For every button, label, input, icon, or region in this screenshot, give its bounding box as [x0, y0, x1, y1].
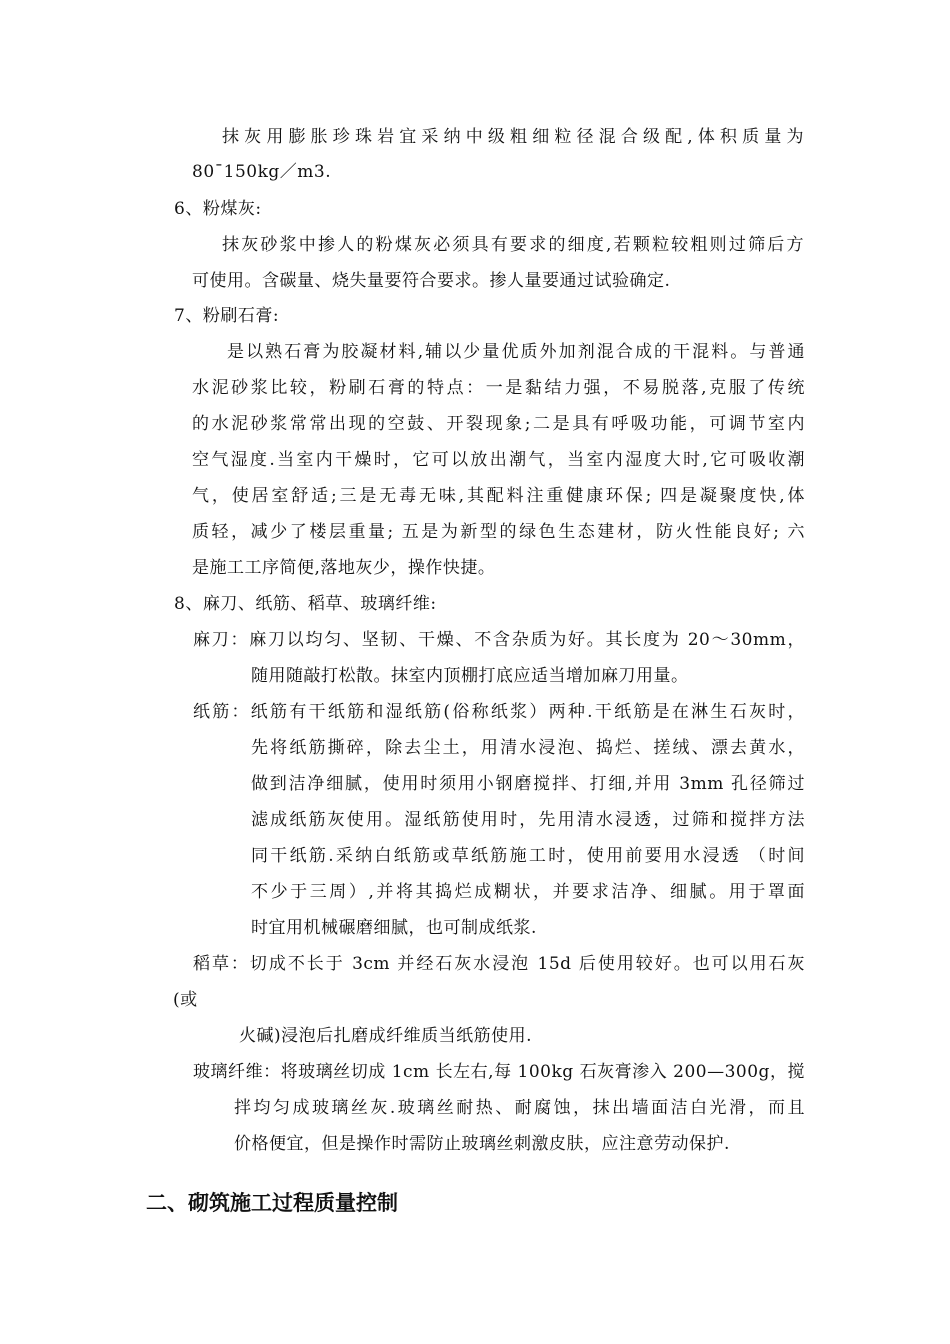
paragraph-line: 80¯150kg／m3.: [192, 162, 332, 182]
paragraph-line: 麻刀：麻刀以均匀、坚韧、干燥、不含杂质为好。其长度为 20～30mm，: [193, 630, 805, 650]
paragraph-line: 不少于三周）,并将其捣烂成糊状，并要求洁净、细腻。用于罩面: [251, 882, 805, 902]
paragraph-line: 时宜用机械碾磨细腻，也可制成纸浆.: [251, 918, 537, 938]
paragraph-line: 的水泥砂浆常常出现的空鼓、开裂现象;二是具有呼吸功能，可调节室内: [192, 414, 805, 434]
paragraph-line: 火碱)浸泡后扎磨成纤维质当纸筋使用.: [239, 1026, 533, 1046]
paragraph-line: 是以熟石膏为胶凝材料,辅以少量优质外加剂混合成的干混料。与普通: [227, 342, 805, 362]
paragraph-line: 随用随敲打松散。抹室内顶棚打底应适当增加麻刀用量。: [251, 666, 689, 686]
paragraph-line: 气，使居室舒适;三是无毒无味,其配料注重健康环保; 四是凝聚度快,体: [192, 486, 805, 506]
paragraph-line: 滤成纸筋灰使用。湿纸筋使用时，先用清水浸透，过筛和搅拌方法: [251, 810, 805, 830]
paragraph-line: 做到洁净细腻，使用时须用小钢磨搅拌、打细,并用 3mm 孔径筛过: [251, 774, 805, 794]
paragraph-line: 水泥砂浆比较，粉刷石膏的特点：一是黏结力强，不易脱落,克服了传统: [192, 378, 805, 398]
paragraph-line: 质轻，减少了楼层重量; 五是为新型的绿色生态建材，防火性能良好; 六: [192, 522, 805, 542]
section-heading: 二、砌筑施工过程质量控制: [146, 1191, 398, 1215]
list-item-heading: 7、粉刷石膏:: [174, 306, 280, 326]
list-item-heading: 8、麻刀、纸筋、稻草、玻璃纤维:: [174, 594, 437, 614]
paragraph-line: 纸筋：纸筋有干纸筋和湿纸筋(俗称纸浆）两种.干纸筋是在淋生石灰时，: [193, 702, 805, 722]
paragraph-line: 玻璃纤维：将玻璃丝切成 1cm 长左右,每 100kg 石灰膏渗入 200—300g，搅: [193, 1062, 805, 1082]
paragraph-line: 可使用。含碳量、烧失量要符合要求。掺人量要通过试验确定.: [192, 271, 671, 291]
paragraph-line: (或: [173, 990, 198, 1010]
paragraph-line: 拌均匀成玻璃丝灰.玻璃丝耐热、耐腐蚀，抹出墙面洁白光滑，而且: [234, 1098, 805, 1118]
paragraph-line: 价格便宜，但是操作时需防止玻璃丝刺激皮肤，应注意劳动保护.: [234, 1134, 730, 1154]
paragraph-line: 抹灰砂浆中掺人的粉煤灰必须具有要求的细度,若颗粒较粗则过筛后方: [222, 235, 804, 255]
paragraph-line: 先将纸筋撕碎，除去尘土，用清水浸泡、捣烂、搓绒、漂去黄水，: [251, 738, 805, 758]
paragraph-line: 同干纸筋.采纳白纸筋或草纸筋施工时，使用前要用水浸透 （时间: [251, 846, 805, 866]
paragraph-line: 抹灰用膨胀珍珠岩宜采纳中级粗细粒径混合级配,体积质量为: [222, 127, 804, 147]
list-item-heading: 6、粉煤灰:: [174, 199, 262, 219]
paragraph-line: 是施工工序简便,落地灰少，操作快捷。: [192, 558, 496, 578]
paragraph-line: 空气湿度.当室内干燥时，它可以放出潮气，当室内湿度大时,它可吸收潮: [192, 450, 805, 470]
paragraph-line: 稻草：切成不长于 3cm 并经石灰水浸泡 15d 后使用较好。也可以用石灰: [193, 954, 805, 974]
